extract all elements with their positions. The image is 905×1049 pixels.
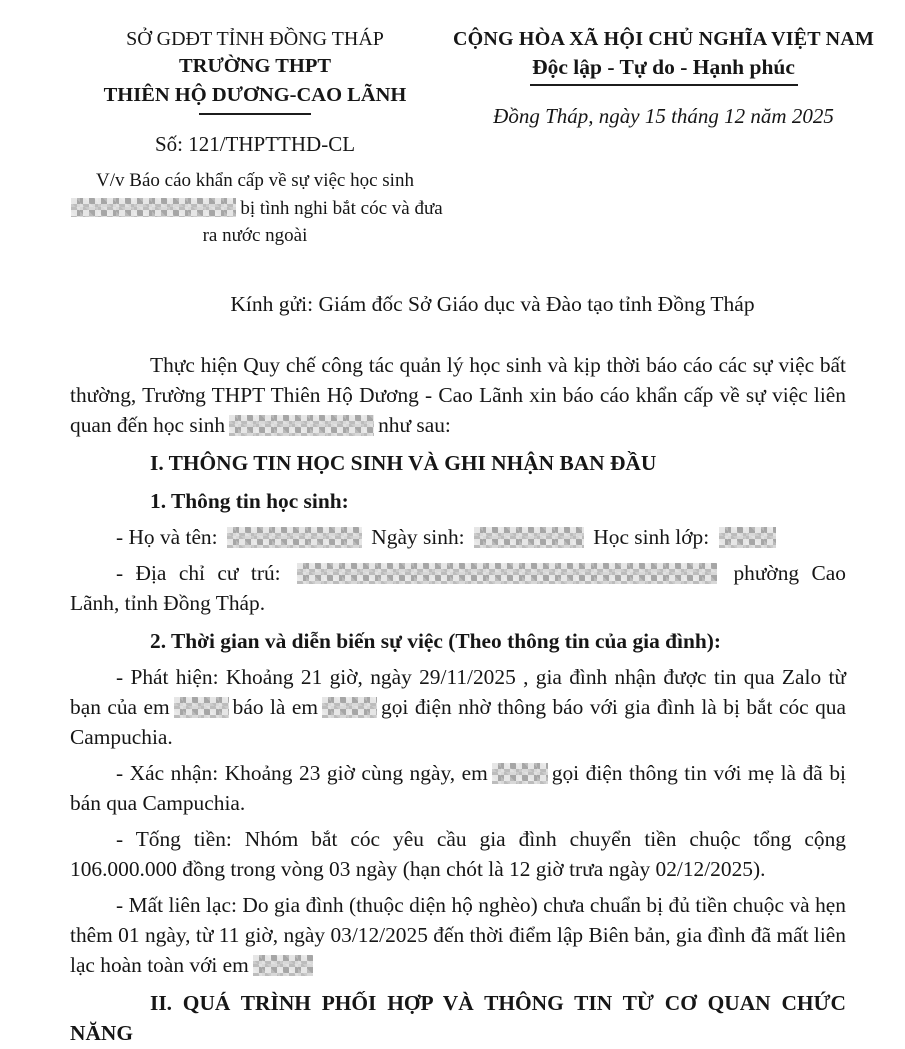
event-discovery-after: gọi điện nhờ thông báo với gia đình là bị bắt cóc qua Campuchia. [70, 694, 846, 749]
section1-sub2-heading: 2. Thời gian và diễn biến sự việc (Theo thông tin của gia đình): [150, 628, 722, 653]
issuing-org-block [60, 26, 450, 250]
redacted-student-name [229, 415, 374, 436]
intro-paragraph [70, 350, 846, 440]
redacted-student-name [492, 763, 548, 784]
document-number: Số: 121/THPTTHD-CL [154, 132, 356, 156]
event-lost-contact-paragraph [70, 890, 846, 980]
intro-text-after: như sau: [378, 412, 451, 437]
org-school-name-line2: THIÊN HỘ DƯƠNG-CAO LÃNH [103, 84, 407, 106]
section2-heading: II. QUÁ TRÌNH PHỐI HỢP VÀ THÔNG TIN TỪ CƠ QUAN CHỨC NĂNG [70, 990, 846, 1045]
org-school-name-line1: TRƯỜNG THPT [178, 55, 332, 77]
redacted-full-name [227, 527, 362, 548]
redacted-student-name [71, 198, 236, 217]
event-discovery-middle: báo là em [232, 694, 319, 719]
section1-heading: I. THÔNG TIN HỌC SINH VÀ GHI NHẬN BAN ĐẦU [150, 450, 657, 475]
address-text-after: phường Cao Lãnh, tỉnh Đồng Tháp. [70, 560, 846, 615]
redacted-address [297, 563, 717, 584]
redacted-student-name [322, 697, 377, 718]
national-header-block [450, 26, 905, 250]
recipient-line: Kính gửi: Giám đốc Sở Giáo dục và Đào tạo tỉnh Đồng Tháp [230, 291, 755, 316]
document-header [0, 0, 905, 250]
event-discovery-before: - Phát hiện: Khoảng 21 giờ, ngày 29/11/2025 , gia đình nhận được tin qua Zalo từ bạn của em [70, 664, 846, 719]
document-body [70, 350, 846, 1048]
org-department: SỞ GDĐT TỈNH ĐỒNG THÁP [126, 28, 384, 50]
country-title: CỘNG HÒA XÃ HỘI CHỦ NGHĨA VIỆT NAM [452, 28, 875, 50]
event-ransom-paragraph: - Tống tiền: Nhóm bắt cóc yêu cầu gia đình chuyển tiền chuộc tổng cộng 106.000.000 đồng trong vòng 03 ngày (hạn chót là 12 giờ trưa ngày 02/12/2025). [70, 826, 846, 881]
national-motto: Độc lập - Tự do - Hạnh phúc [532, 55, 795, 79]
address-label: - Địa chỉ cư trú: [116, 560, 281, 585]
subject-line-2-text: bị tình nghi bắt cóc và đưa [240, 197, 443, 219]
event-discovery-paragraph [70, 662, 846, 752]
name-label: - Họ và tên: [116, 524, 218, 549]
subject-line-3: ra nước ngoài [202, 225, 308, 246]
event-confirm-before: - Xác nhận: Khoảng 23 giờ cùng ngày, em [116, 760, 488, 785]
student-info-line [70, 522, 846, 552]
redacted-class [719, 527, 776, 548]
subject-line-2 [60, 195, 450, 223]
section1-sub1-heading: 1. Thông tin học sinh: [150, 488, 349, 513]
class-label: Học sinh lớp: [593, 524, 710, 549]
redacted-student-name [253, 955, 313, 976]
motto-underline [530, 84, 798, 86]
redacted-student-name [174, 697, 229, 718]
student-address-line [70, 558, 846, 618]
intro-text-before: Thực hiện Quy chế công tác quản lý học sinh và kịp thời báo cáo các sự việc bất thường, Trường THPT Thiên Hộ Dương - Cao Lãnh xin báo cáo khẩn cấp về sự việc liên quan đến học sinh [70, 352, 846, 437]
dob-label: Ngày sinh: [371, 524, 465, 549]
org-underline [199, 113, 311, 115]
subject-block [60, 167, 450, 250]
event-lost-contact-before: - Mất liên lạc: Do gia đình (thuộc diện hộ nghèo) chưa chuẩn bị đủ tiền chuộc và hẹn thêm 01 ngày, từ 11 giờ, ngày 03/12/2025 đến thời điểm lập Biên bản, gia đình đã mất liên lạc hoàn toàn với em [70, 892, 846, 977]
event-confirm-after: gọi điện thông tin với mẹ là đã bị bán qua Campuchia. [70, 760, 846, 815]
place-date-line: Đồng Tháp, ngày 15 tháng 12 năm 2025 [493, 104, 834, 128]
redacted-date-of-birth [474, 527, 584, 548]
event-confirm-paragraph [70, 758, 846, 818]
subject-line-1: V/v Báo cáo khẩn cấp về sự việc học sinh [96, 170, 414, 191]
